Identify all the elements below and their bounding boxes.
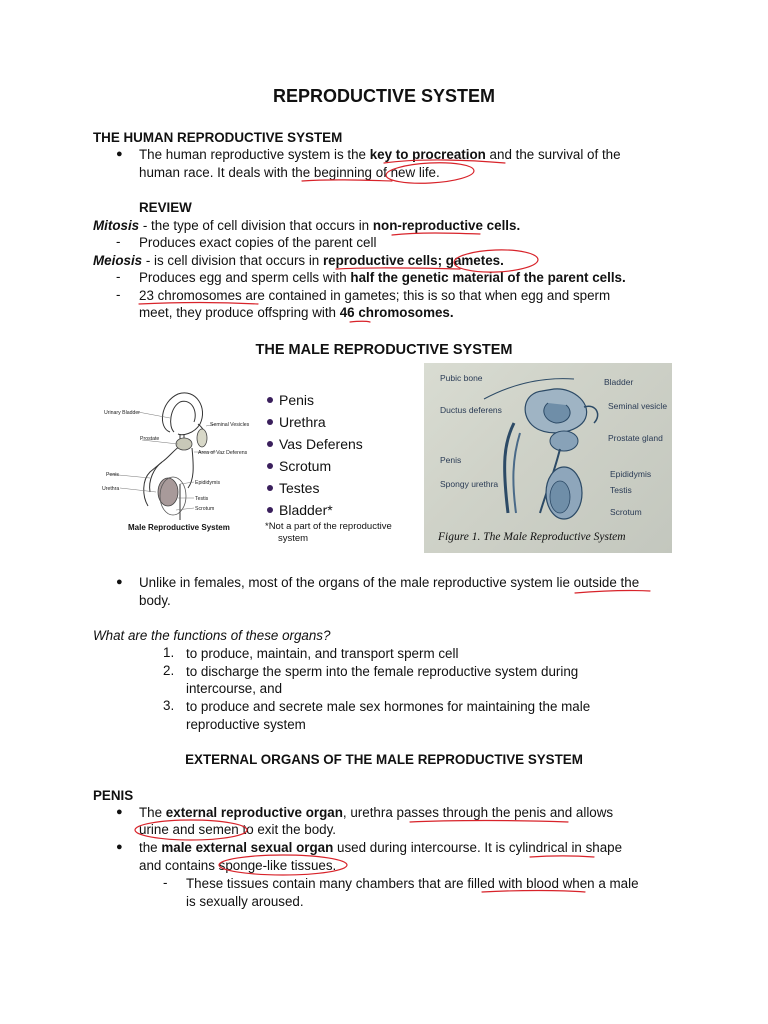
photo-label: Prostate gland: [608, 433, 663, 443]
male-bullet-line1: Unlike in females, most of the organs of the male reproductive system lie outside the: [139, 575, 640, 590]
dash-marker: -: [116, 269, 121, 284]
list-number: 2.: [163, 663, 175, 678]
photo-label: Pubic bone: [440, 373, 483, 383]
list-number: 3.: [163, 698, 175, 713]
photo-label: Epididymis: [610, 469, 652, 479]
penis-subdetail-line1: These tissues contain many chambers that are filled with blood when a male: [186, 876, 639, 891]
organ-item: Bladder*: [267, 502, 333, 518]
page-title: REPRODUCTIVE SYSTEM: [272, 86, 496, 106]
photo-caption: Figure 1. The Male Reproductive System: [438, 531, 626, 543]
function-item-2-line2: intercourse, and: [186, 681, 283, 696]
penis-subdetail-line2: is sexually aroused.: [186, 894, 304, 909]
diagram-label: Urinary Bladder: [104, 410, 141, 416]
meiosis-detail-2-line1: 23 chromosomes are contained in gametes; this is so that when egg and sperm: [139, 288, 611, 303]
photo-label: Penis: [440, 455, 462, 465]
bullet-icon: [267, 397, 273, 403]
meiosis-detail-2-line2: meet, they produce offspring with 46 chromosomes.: [139, 305, 454, 320]
review-heading: REVIEW: [139, 200, 192, 215]
diagram-label: Scrotum: [195, 506, 215, 512]
diagram-label: Urethra: [102, 486, 120, 492]
diagram-caption: Male Reproductive System: [128, 523, 230, 532]
bullet-icon: ●: [116, 841, 123, 853]
photo-label: Bladder: [604, 377, 634, 387]
penis-heading: PENIS: [93, 788, 134, 803]
bullet-icon: ●: [116, 576, 123, 588]
external-organs-heading: EXTERNAL ORGANS OF THE MALE REPRODUCTIVE SYSTEM: [185, 752, 583, 767]
human-bullet-line1: The human reproductive system is the key to procreation and the survival of the: [139, 147, 621, 162]
diagram-label: Area of Vaz Deferens: [198, 450, 248, 456]
diagram-label: Epididymis: [195, 480, 221, 486]
bullet-icon: ●: [116, 148, 123, 160]
function-item-3-line1: to produce and secrete male sex hormones for maintaining the male: [186, 699, 591, 714]
organ-item: Testes: [267, 480, 319, 496]
male-system-photo: [424, 363, 672, 553]
diagram-label: Penis: [106, 472, 119, 478]
dash-marker: -: [116, 287, 121, 302]
male-system-heading: THE MALE REPRODUCTIVE SYSTEM: [255, 342, 513, 358]
diagram-label: Seminal Vesicles: [210, 422, 250, 428]
male-bullet-line2: body.: [139, 593, 171, 608]
organ-item: Penis: [267, 392, 314, 408]
mitosis-definition: Mitosis - the type of cell division that occurs in non-reproductive cells.: [93, 218, 521, 233]
penis-bullet1-line2: urine and semen to exit the body.: [139, 822, 337, 837]
dash-marker: -: [116, 234, 121, 249]
organ-note-line2: system: [278, 533, 309, 544]
photo-label: Spongy urethra: [440, 479, 499, 489]
bullet-icon: [267, 485, 273, 491]
photo-label: Testis: [610, 485, 632, 495]
organ-item: Vas Deferens: [267, 436, 363, 452]
bullet-icon: ●: [116, 806, 123, 818]
mitosis-detail: Produces exact copies of the parent cell: [139, 235, 377, 250]
diagram-label: Prostate: [140, 436, 160, 442]
photo-label: Seminal vesicle: [608, 401, 668, 411]
list-number: 1.: [163, 645, 175, 660]
organ-note-line1: *Not a part of the reproductive: [265, 521, 392, 532]
function-item-2-line1: to discharge the sperm into the female reproductive system during: [186, 664, 579, 679]
meiosis-definition: Meiosis - is cell division that occurs in reproductive cells; gametes.: [93, 253, 504, 268]
function-item-1: to produce, maintain, and transport sperm cell: [186, 646, 459, 661]
penis-bullet1-line1: The external reproductive organ, urethra passes through the penis and allows: [139, 805, 614, 820]
bullet-icon: [267, 463, 273, 469]
penis-bullet2-line1: the male external sexual organ used during intercourse. It is cylindrical in shape: [139, 840, 623, 855]
bullet-icon: [267, 441, 273, 447]
dash-marker: -: [163, 875, 168, 890]
bullet-icon: [267, 507, 273, 513]
organ-item: Urethra: [267, 414, 326, 430]
meiosis-detail-1: Produces egg and sperm cells with half the genetic material of the parent cells.: [139, 270, 626, 285]
diagram-label: Testis: [195, 496, 209, 502]
penis-bullet2-line2: and contains sponge-like tissues.: [139, 858, 337, 873]
function-item-3-line2: reproductive system: [186, 717, 306, 732]
photo-label: Scrotum: [610, 507, 642, 517]
male-reproductive-diagram: [98, 388, 258, 538]
photo-label: Ductus deferens: [440, 405, 502, 415]
organ-item: Scrotum: [267, 458, 331, 474]
section-heading-human: THE HUMAN REPRODUCTIVE SYSTEM: [93, 130, 343, 145]
functions-question: What are the functions of these organs?: [93, 628, 331, 643]
human-bullet-line2: human race. It deals with the beginning of new life.: [139, 165, 440, 180]
bullet-icon: [267, 419, 273, 425]
